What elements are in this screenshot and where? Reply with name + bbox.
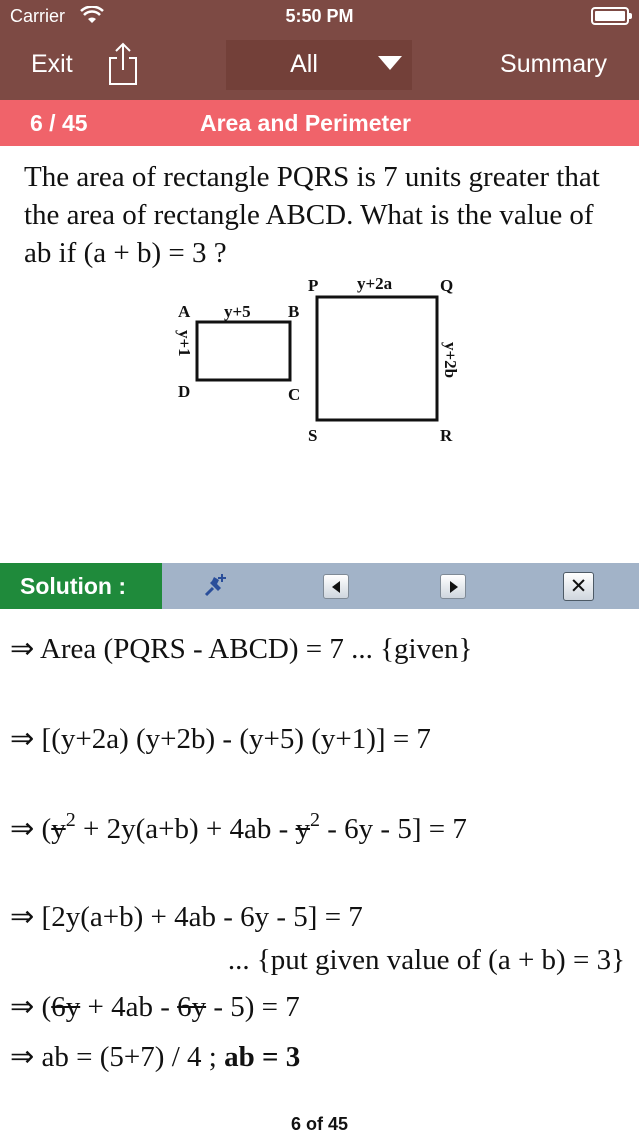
carrier-label: Carrier <box>10 6 66 26</box>
label-q: Q <box>440 276 454 295</box>
label-d: D <box>178 382 191 401</box>
solution-step-2: ⇒ [(y+2a) (y+2b) - (y+5) (y+1)] = 7 <box>10 723 431 755</box>
rectangles-diagram <box>170 272 470 452</box>
arrow-left-icon <box>332 581 340 593</box>
cancelled-term: 6y <box>51 991 81 1023</box>
solution-step-1: ⇒ Area (PQRS - ABCD) = 7 ... {given} <box>10 633 473 665</box>
label-abcd-top: y+5 <box>224 302 251 321</box>
final-answer: ab = 3 <box>224 1041 301 1073</box>
filter-value: All <box>290 50 318 78</box>
step-3-part: + 2y(a+b) + 4ab - <box>75 813 296 845</box>
battery-icon <box>591 7 629 25</box>
rectangle-pqrs <box>317 297 437 420</box>
cancelled-term: 6y <box>177 991 207 1023</box>
step-3-part: ⇒ ( <box>10 813 52 845</box>
label-abcd-side: y+1 <box>175 330 194 357</box>
label-c: C <box>288 385 301 404</box>
exponent: 2 <box>310 809 320 831</box>
label-pqrs-side: y+2b <box>441 342 460 379</box>
rectangle-abcd <box>197 322 290 380</box>
label-a: A <box>178 302 191 321</box>
solution-step-5 <box>10 989 300 1024</box>
solution-step-4: ⇒ [2y(a+b) + 4ab - 6y - 5] = 7 <box>10 901 363 933</box>
arrow-right-icon <box>450 581 458 593</box>
close-solution-button[interactable] <box>563 572 594 601</box>
cancelled-term: y <box>295 813 310 845</box>
label-p: P <box>308 276 319 295</box>
close-icon: ✕ <box>569 574 588 598</box>
solution-step-3 <box>10 811 467 846</box>
step-3-part: - 6y - 5] = 7 <box>320 813 467 845</box>
solution-step-4-note: ... {put given value of (a + b) = 3} <box>227 944 625 976</box>
next-button[interactable] <box>440 574 466 599</box>
summary-button[interactable]: Summary <box>500 50 607 78</box>
step-5-part: - 5) = 7 <box>206 991 300 1023</box>
chevron-down-icon <box>378 56 402 70</box>
label-r: R <box>440 426 453 445</box>
question-header <box>0 100 639 146</box>
exponent: 2 <box>65 809 76 831</box>
label-pqrs-top: y+2a <box>357 274 393 293</box>
navigation-bar <box>0 32 639 100</box>
question-text: The area of rectangle PQRS is 7 units greater that the area of rectangle ABCD. What is the value of ab if (a + b) = 3 ? <box>24 161 600 269</box>
label-b: B <box>288 302 300 321</box>
previous-button[interactable] <box>323 574 349 599</box>
step-6-part: ⇒ ab = (5+7) / 4 ; <box>10 1041 225 1073</box>
label-s: S <box>308 426 318 445</box>
topic-title: Area and Perimeter <box>200 110 411 136</box>
solution-toolbar <box>0 563 639 609</box>
filter-dropdown[interactable] <box>226 40 412 90</box>
status-bar <box>0 0 639 32</box>
pin-icon[interactable] <box>200 571 230 601</box>
exit-button[interactable]: Exit <box>31 50 73 78</box>
solution-label: Solution : <box>0 563 162 609</box>
solution-step-6 <box>10 1039 300 1074</box>
share-icon[interactable] <box>106 42 140 86</box>
step-5-part: ⇒ ( <box>10 991 52 1023</box>
cancelled-term: y <box>51 813 66 845</box>
question-counter: 6 / 45 <box>30 110 88 136</box>
page-indicator: 6 of 45 <box>290 1114 349 1134</box>
step-5-part: + 4ab - <box>80 991 178 1023</box>
clock: 5:50 PM <box>285 6 354 26</box>
